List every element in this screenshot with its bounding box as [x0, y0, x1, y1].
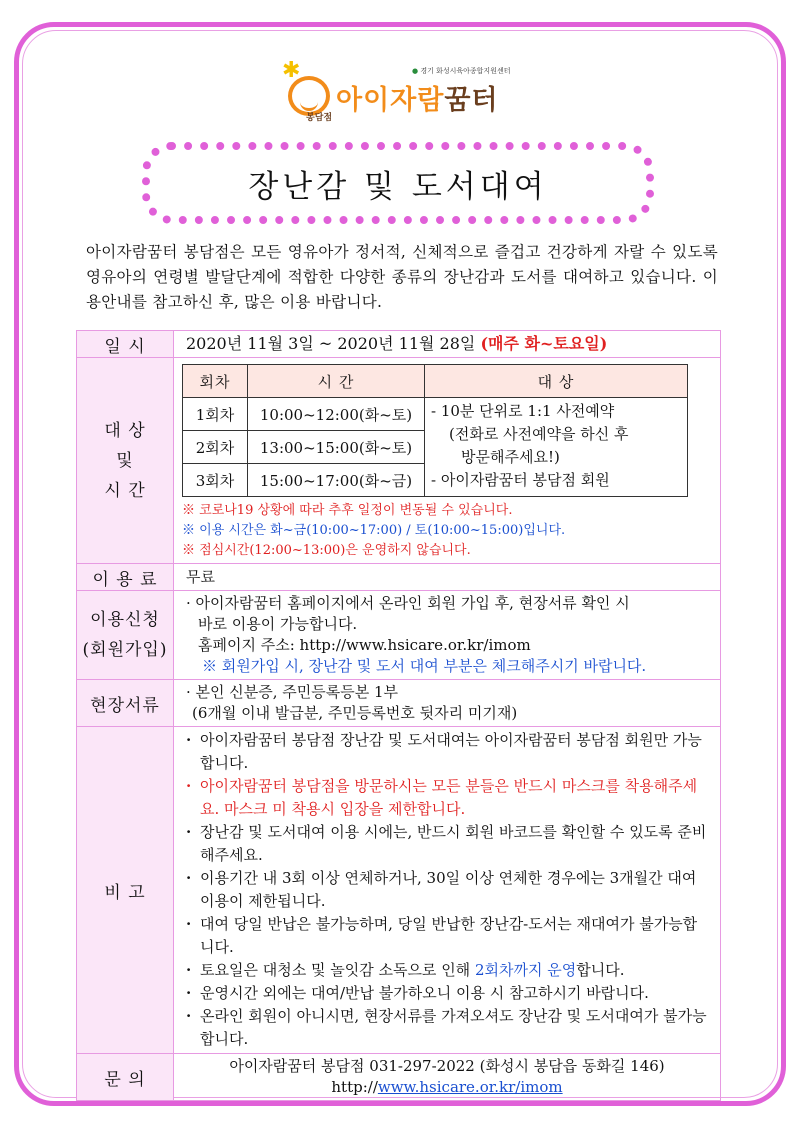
intro-paragraph: 아이자람꿈터 봉담점은 모든 영유아가 정서적, 신체적으로 즐겁고 건강하게 자랄 수 있도록 영유아의 연령별 발달단계에 적합한 다양한 종류의 장난감과 도서를 대여하고 있습니다. 이용안내를 참고하신 후, 많은 이용 바랍니다.: [86, 243, 718, 311]
title-box: [142, 142, 654, 224]
value-contact: [174, 1054, 721, 1101]
logo-name-part1: 아이자람: [336, 85, 445, 116]
label-apply-1: 이용신청: [90, 610, 160, 630]
remark-item: · 장난감 및 도서대여 이용 시에는, 반드시 회원 바코드를 확인할 수 있도록 준비해주세요.: [200, 821, 710, 867]
header-target: 대 상: [425, 365, 688, 398]
homepage-address: 홈페이지 주소: http://www.hsicare.or.kr/imom: [198, 636, 531, 654]
row-contact: [77, 1054, 721, 1101]
value-docs: [174, 680, 721, 727]
contact-url: [174, 1077, 720, 1098]
label-schedule-1: 대 상: [104, 420, 146, 441]
remark-text: 합니다.: [576, 961, 625, 979]
session-time: 15:00~17:00(화~금): [248, 464, 425, 497]
session-time: 10:00~12:00(화~토): [248, 398, 425, 431]
label-apply: [77, 591, 174, 680]
session-round: 3회차: [183, 464, 248, 497]
row-fee: [77, 564, 721, 591]
label-schedule-2: 및: [116, 450, 134, 471]
page-title: 장난감 및 도서대여: [248, 168, 548, 205]
date-highlight: (매주 화~토요일): [480, 334, 608, 353]
row-date: [77, 331, 721, 358]
value-fee: [174, 564, 721, 591]
remark-item: · 운영시간 외에는 대여/반납 불가하오니 이용 시 참고하시기 바랍니다.: [200, 982, 710, 1005]
row-remarks: [77, 727, 721, 1054]
label-fee: 이 용 료: [77, 564, 174, 591]
logo-org-text: 경기 화성시육아종합지원센터: [420, 67, 511, 75]
remark-item: · 아이자람꿈터 봉담점을 방문하시는 모든 분들은 반드시 마스크를 착용해주세요. 마스크 미 착용시 입장을 제한합니다.: [200, 775, 710, 821]
logo: [282, 58, 532, 126]
note-hours: ※ 이용 시간은 화~금(10:00~17:00) / 토(10:00~15:00)입니다.: [182, 523, 566, 538]
note-corona: ※ 코로나19 상황에 따라 추후 일정이 변동될 수 있습니다.: [182, 503, 513, 518]
docs-line: (6개월 이내 발급분, 주민등록번호 뒷자리 미기재): [192, 704, 518, 722]
remark-highlight: 2회차까지 운영: [474, 961, 577, 979]
target-line: (전화로 사전예약을 하신 후: [449, 425, 629, 443]
apply-note: ※ 회원가입 시, 장난감 및 도서 대여 부분은 체크해주시기 바랍니다.: [202, 657, 647, 675]
schedule-table: [182, 364, 688, 497]
note-lunch: ※ 점심시간(12:00~13:00)은 운영하지 않습니다.: [182, 543, 471, 558]
target-line: - 10분 단위로 1:1 사전예약: [431, 402, 615, 420]
target-line: - 아이자람꿈터 봉담점 회원: [431, 471, 610, 489]
contact-info: 아이자람꿈터 봉담점 031-297-2022 (화성시 봉담읍 동화길 146): [229, 1057, 665, 1075]
target-cell: [425, 398, 688, 497]
label-date: [77, 331, 174, 358]
remark-text: 토요일은 대청소 및 놀잇감 소독으로 인해: [200, 961, 475, 979]
label-schedule-3: 시 간: [104, 480, 146, 501]
value-apply: [174, 591, 721, 680]
label-docs: 현장서류: [77, 680, 174, 727]
label-date-text: 일 시: [104, 336, 146, 357]
label-apply-2: (회원가입): [82, 640, 168, 660]
homepage-link[interactable]: www.hsicare.or.kr/imom: [377, 1078, 563, 1096]
docs-line: · 본인 신분증, 주민등록등본 1부: [186, 683, 399, 701]
logo-name: [336, 78, 499, 117]
label-contact: 문 의: [77, 1054, 174, 1101]
remarks-list: [174, 729, 720, 1051]
value-schedule: [174, 358, 721, 564]
target-line: 방문해주세요!): [461, 448, 560, 466]
row-docs: [77, 680, 721, 727]
label-schedule: [77, 358, 174, 564]
session-round: 2회차: [183, 431, 248, 464]
value-remarks: [174, 727, 721, 1054]
logo-org: ● 경기 화성시육아종합지원센터: [412, 67, 511, 75]
value-date: [174, 331, 721, 358]
header-round: 회차: [183, 365, 248, 398]
remark-item: · 아이자람꿈터 봉담점 장난감 및 도서대여는 아이자람꿈터 봉담점 회원만 가능합니다.: [200, 729, 710, 775]
remark-item: · 대여 당일 반납은 불가능하며, 당일 반납한 장난감-도서는 재대여가 불가능합니다.: [200, 913, 710, 959]
row-schedule: [77, 358, 721, 564]
row-apply: [77, 591, 721, 680]
header-time: 시 간: [248, 365, 425, 398]
session-round: 1회차: [183, 398, 248, 431]
fee-value: 무료: [186, 568, 215, 586]
remark-item: [200, 959, 710, 982]
info-table: [76, 330, 721, 1101]
session-time: 13:00~15:00(화~토): [248, 431, 425, 464]
apply-line: 바로 이용이 가능합니다.: [198, 615, 358, 633]
label-remarks: 비 고: [77, 727, 174, 1054]
logo-name-part2: 꿈터: [444, 85, 499, 116]
star-icon: ✱: [282, 58, 301, 83]
date-range: 2020년 11월 3일 ~ 2020년 11월 28일: [186, 334, 476, 353]
remark-item: · 이용기간 내 3회 이상 연체하거나, 30일 이상 연체한 경우에는 3개월간 대여이용이 제한됩니다.: [200, 867, 710, 913]
remark-item: · 온라인 회원이 아니시면, 현장서류를 가져오셔도 장난감 및 도서대여가 불가능합니다.: [200, 1005, 710, 1051]
schedule-notes: [174, 501, 720, 563]
logo-branch: 봉담점: [306, 113, 333, 123]
apply-line: · 아이자람꿈터 홈페이지에서 온라인 회원 가입 후, 현장서류 확인 시: [186, 594, 630, 612]
url-prefix: http://: [331, 1078, 378, 1096]
